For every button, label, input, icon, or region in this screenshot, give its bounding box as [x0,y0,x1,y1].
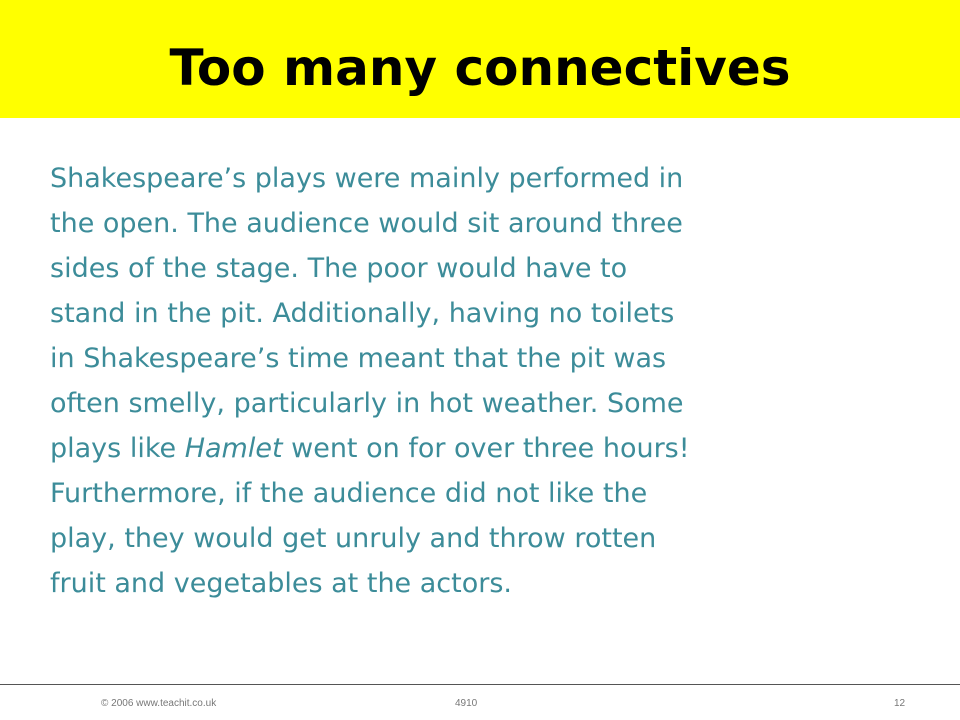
footer-copyright: © 2006 www.teachit.co.uk [101,698,217,709]
footer-divider [0,684,960,685]
slide-body [50,156,870,606]
body-line: fruit and vegetables at the actors. [50,568,512,599]
body-line: play, they would get unruly and throw rotten [50,523,657,554]
body-line-segment: plays like [50,433,185,464]
play-title-hamlet: Hamlet [184,433,283,464]
body-line: stand in the pit. Additionally, having no toilets [50,298,675,329]
footer-page-number: 12 [894,698,906,709]
body-line-segment: went on for over three hours! [282,433,690,464]
body-line: Shakespeare’s plays were mainly performed in [50,163,684,194]
body-line: Furthermore, if the audience did not like the [50,478,648,509]
footer-code: 4910 [455,698,478,709]
body-line: sides of the stage. The poor would have to [50,253,628,284]
slide-title: Too many connectives [169,39,791,97]
body-line: in Shakespeare’s time meant that the pit was [50,343,667,374]
body-line: often smelly, particularly in hot weather. Some [50,388,684,419]
body-line: the open. The audience would sit around three [50,208,683,239]
body-line [50,426,870,471]
